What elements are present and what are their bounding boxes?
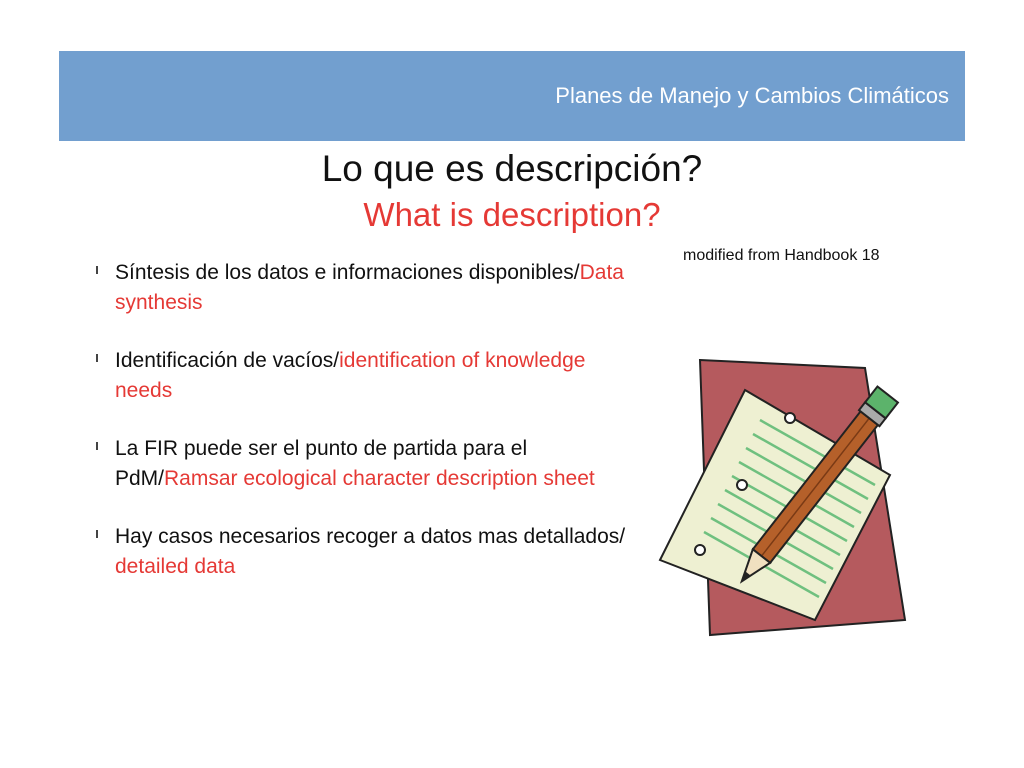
slide-title: Lo que es descripción? xyxy=(321,148,703,189)
bullet-highlight: Ramsar ecological character description sheet xyxy=(164,467,595,490)
pencil-on-paper-icon xyxy=(650,350,920,640)
bullet-list xyxy=(96,258,636,610)
bullet-text: Hay casos necesarios recoger a datos mas detallados/ xyxy=(115,525,626,548)
bullet-highlight: detailed data xyxy=(115,555,236,578)
bullet-highlight: identification of knowledge needs xyxy=(115,349,586,402)
bullet-marker xyxy=(96,442,98,450)
bullet-item xyxy=(96,346,636,406)
bullet-marker xyxy=(96,266,98,274)
bullet-text: Identificación de vacíos/ xyxy=(115,349,340,372)
bullet-item xyxy=(96,258,636,318)
bullet-item xyxy=(96,434,636,494)
bullet-marker xyxy=(96,530,98,538)
bullet-item xyxy=(96,522,636,582)
bullet-marker xyxy=(96,354,98,362)
bullet-text: Síntesis de los datos e informaciones disponibles/ xyxy=(115,261,580,284)
slide-subtitle: What is description? xyxy=(363,196,661,233)
bullet-highlight: Data synthesis xyxy=(115,261,624,314)
source-credit: modified from Handbook 18 xyxy=(683,247,880,264)
header-band xyxy=(59,51,965,141)
bullet-text: La FIR puede ser el punto de partida para el PdM/ xyxy=(115,437,528,490)
header-title: Planes de Manejo y Cambios Climáticos xyxy=(555,83,949,108)
